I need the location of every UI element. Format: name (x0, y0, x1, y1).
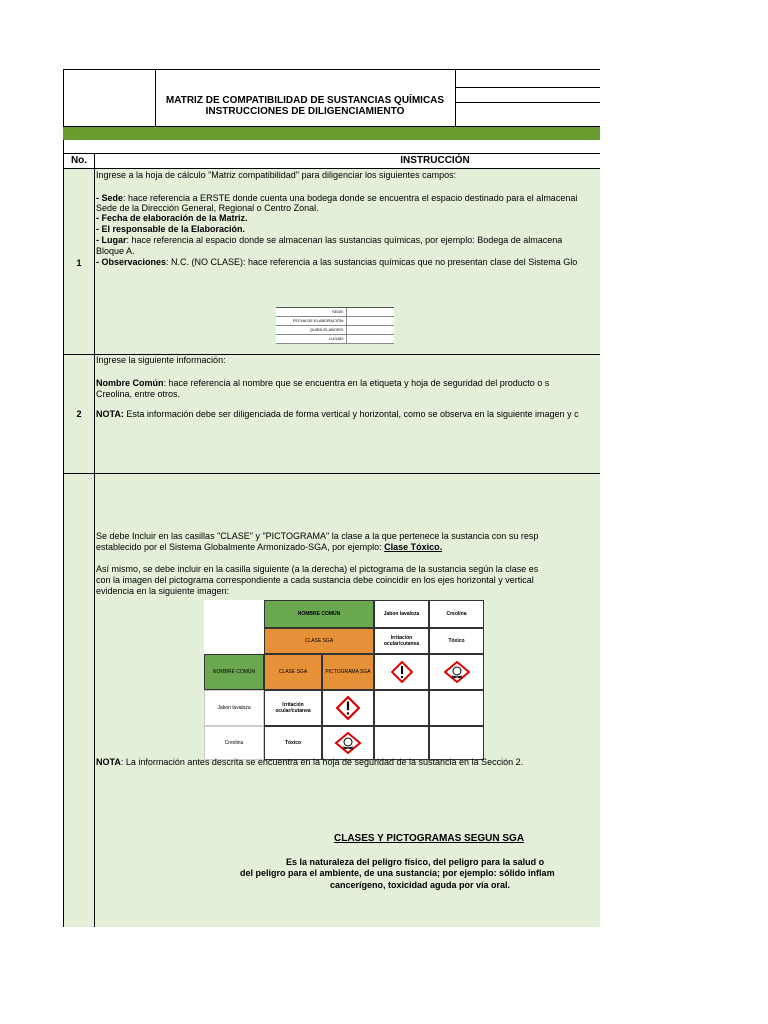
definition-line1: Es la naturaleza del peligro físico, del peligro para la salud o (286, 857, 545, 867)
row2-nombre-cont: Creolina, entre otros. (96, 389, 181, 399)
sede-label: - Sede (96, 193, 124, 203)
obs-label: - Observaciones (96, 257, 167, 267)
row2-intro: Ingrese la siguiente información: (96, 355, 226, 365)
row3-nota-label: NOTA (96, 757, 121, 767)
document-subtitle: INSTRUCCIONES DE DILIGENCIAMIENTO (205, 106, 405, 117)
row3-nota (96, 757, 523, 768)
ex-left-clase-sga: CLASE SGA (264, 654, 322, 690)
ex-top-clase-sga: CLASE SGA (264, 628, 374, 654)
definition-line2: del peligro para el ambiente, de una sustancia; por ejemplo: sólido inflam (240, 868, 555, 878)
ex-row1-cell2 (429, 690, 484, 726)
colheader-top-border (63, 153, 600, 154)
ex-left-nombre-comun: NOMBRE COMÚN (204, 654, 264, 690)
ex-top-sub2: Creolina (429, 600, 484, 628)
mini-label-fecha: FECHA DE ELABORACIÓN: (276, 317, 347, 325)
row1-sede-cont: Sede de la Dirección General, Regional o Centro Zonal. (96, 203, 319, 213)
row2-bottom-border (63, 473, 600, 474)
row2-nota-text: Esta información debe ser diligenciada de forma vertical y horizontal, como se observa en la siguiente imagen y c (123, 409, 579, 419)
header-right-line1 (455, 87, 600, 88)
green-band (63, 127, 600, 140)
skull-pictogram-icon (429, 654, 484, 690)
ex-row2-cell1 (374, 726, 429, 760)
header-right-divider (455, 69, 456, 127)
row1-number: 1 (76, 258, 82, 268)
exclamation-pictogram-icon (322, 690, 374, 726)
row2-number: 2 (76, 409, 82, 419)
row3-p1-line2-pre: establecido por el Sistema Globalmente Armonizado-SGA, por ejemplo: (96, 542, 385, 552)
skull-pictogram-icon (322, 726, 374, 760)
mini-label-sede: SEDE: (276, 308, 347, 316)
header-top-border (63, 69, 600, 70)
lugar-label: - Lugar (96, 235, 127, 245)
ex-row1-class: Irritación ocular/cutanea (264, 690, 322, 726)
rows-left-border (63, 169, 64, 927)
ex-left-pictograma-sga: PICTOGRAMA SGA (322, 654, 374, 690)
row3-p2-line2: con la imagen del pictograma correspondiente a cada sustancia debe coincidir en los ejes horizontal y vertical (96, 575, 534, 585)
mini-row-quien (276, 326, 394, 335)
mini-label-lugar: LUGAR: (276, 335, 347, 343)
row2-nombre (96, 378, 549, 389)
row1-intro: Ingrese a la hoja de cálculo "Matriz compatibilidad" para diligenciar los siguientes campos: (96, 170, 457, 180)
mini-row-lugar (276, 335, 394, 344)
row3-p2-line3: evidencia en la siguiente imagen: (96, 586, 230, 596)
rows-number-divider (94, 169, 95, 927)
lugar-text: : hace referencia al espacio donde se almacenan las sustancias químicas, por ejemplo: Bodega de almacena (126, 235, 563, 245)
row2-nota-label: NOTA: (96, 409, 124, 419)
ex-row1-cell1 (374, 690, 429, 726)
row1-responsable: - El responsable de la Elaboración. (96, 224, 246, 234)
ex-row2-class: Tóxico (264, 726, 322, 760)
nombre-text: : hace referencia al nombre que se encuentra en la etiqueta y hoja de seguridad del producto o s (163, 378, 550, 388)
row1-lugar (96, 235, 562, 246)
ex-top-sub1-class: Irritación ocular/cutanea (374, 628, 429, 654)
column-header-instruction: INSTRUCCIÓN (400, 155, 470, 166)
definition-line3: cancerígeno, toxicidad aguda por vía oral. (330, 880, 511, 890)
row1-fecha: - Fecha de elaboración de la Matriz. (96, 213, 248, 223)
ex-row1-name: Jabon lavaloza (204, 690, 264, 726)
clase-toxico-link: Clase Tóxico. (384, 542, 443, 552)
mini-row-sede (276, 308, 394, 317)
header-right-line2 (455, 102, 600, 103)
row3-p1-line2 (96, 542, 442, 553)
column-header-no: No. (70, 155, 88, 166)
mini-row-fecha (276, 317, 394, 326)
ex-row2-cell2 (429, 726, 484, 760)
example-matrix-image (204, 600, 484, 760)
obs-text: : N.C. (NO CLASE): hace referencia a las sustancias químicas que no presentan clase del Sistema Glo (166, 257, 578, 267)
row3-nota-text: : La información antes descrita se encuentra en la hoja de seguridad de la sustancia en la Sección 2. (120, 757, 524, 767)
row2-nota (96, 409, 579, 420)
ex-top-nombre-comun: NOMBRE COMÚN (264, 600, 374, 628)
row1-observaciones (96, 257, 577, 268)
header-fields-table (276, 307, 394, 344)
nombre-label: Nombre Común (96, 378, 164, 388)
row3-p2-line1: Así mismo, se debe incluir en la casilla siguiente (a la derecha) el pictograma de la sustancia según la clase es (96, 564, 539, 574)
section-title: CLASES Y PICTOGRAMAS SEGÚN SGA (334, 833, 525, 844)
exclamation-pictogram-icon (374, 654, 429, 690)
ex-top-sub2-class: Tóxico (429, 628, 484, 654)
row3-p1-line1: Se debe Incluir en las casillas "CLASE" y "PICTOGRAMA" la clase a la que pertenece la sustancia con su resp (96, 531, 539, 541)
mini-label-quien: QUIEN ELABORÓ: (276, 326, 347, 334)
ex-top-sub1: Jabon lavaloza (374, 600, 429, 628)
ex-row2-name: Creolina (204, 726, 264, 760)
document-title: MATRIZ DE COMPATIBILIDAD DE SUSTANCIAS QUÍMICAS (165, 95, 445, 106)
row1-lugar-cont: Bloque A. (96, 246, 135, 256)
sede-text: : hace referencia a ERSTE donde cuenta una bodega donde se encuentra el espacio destinado para el almacenai (123, 193, 578, 203)
